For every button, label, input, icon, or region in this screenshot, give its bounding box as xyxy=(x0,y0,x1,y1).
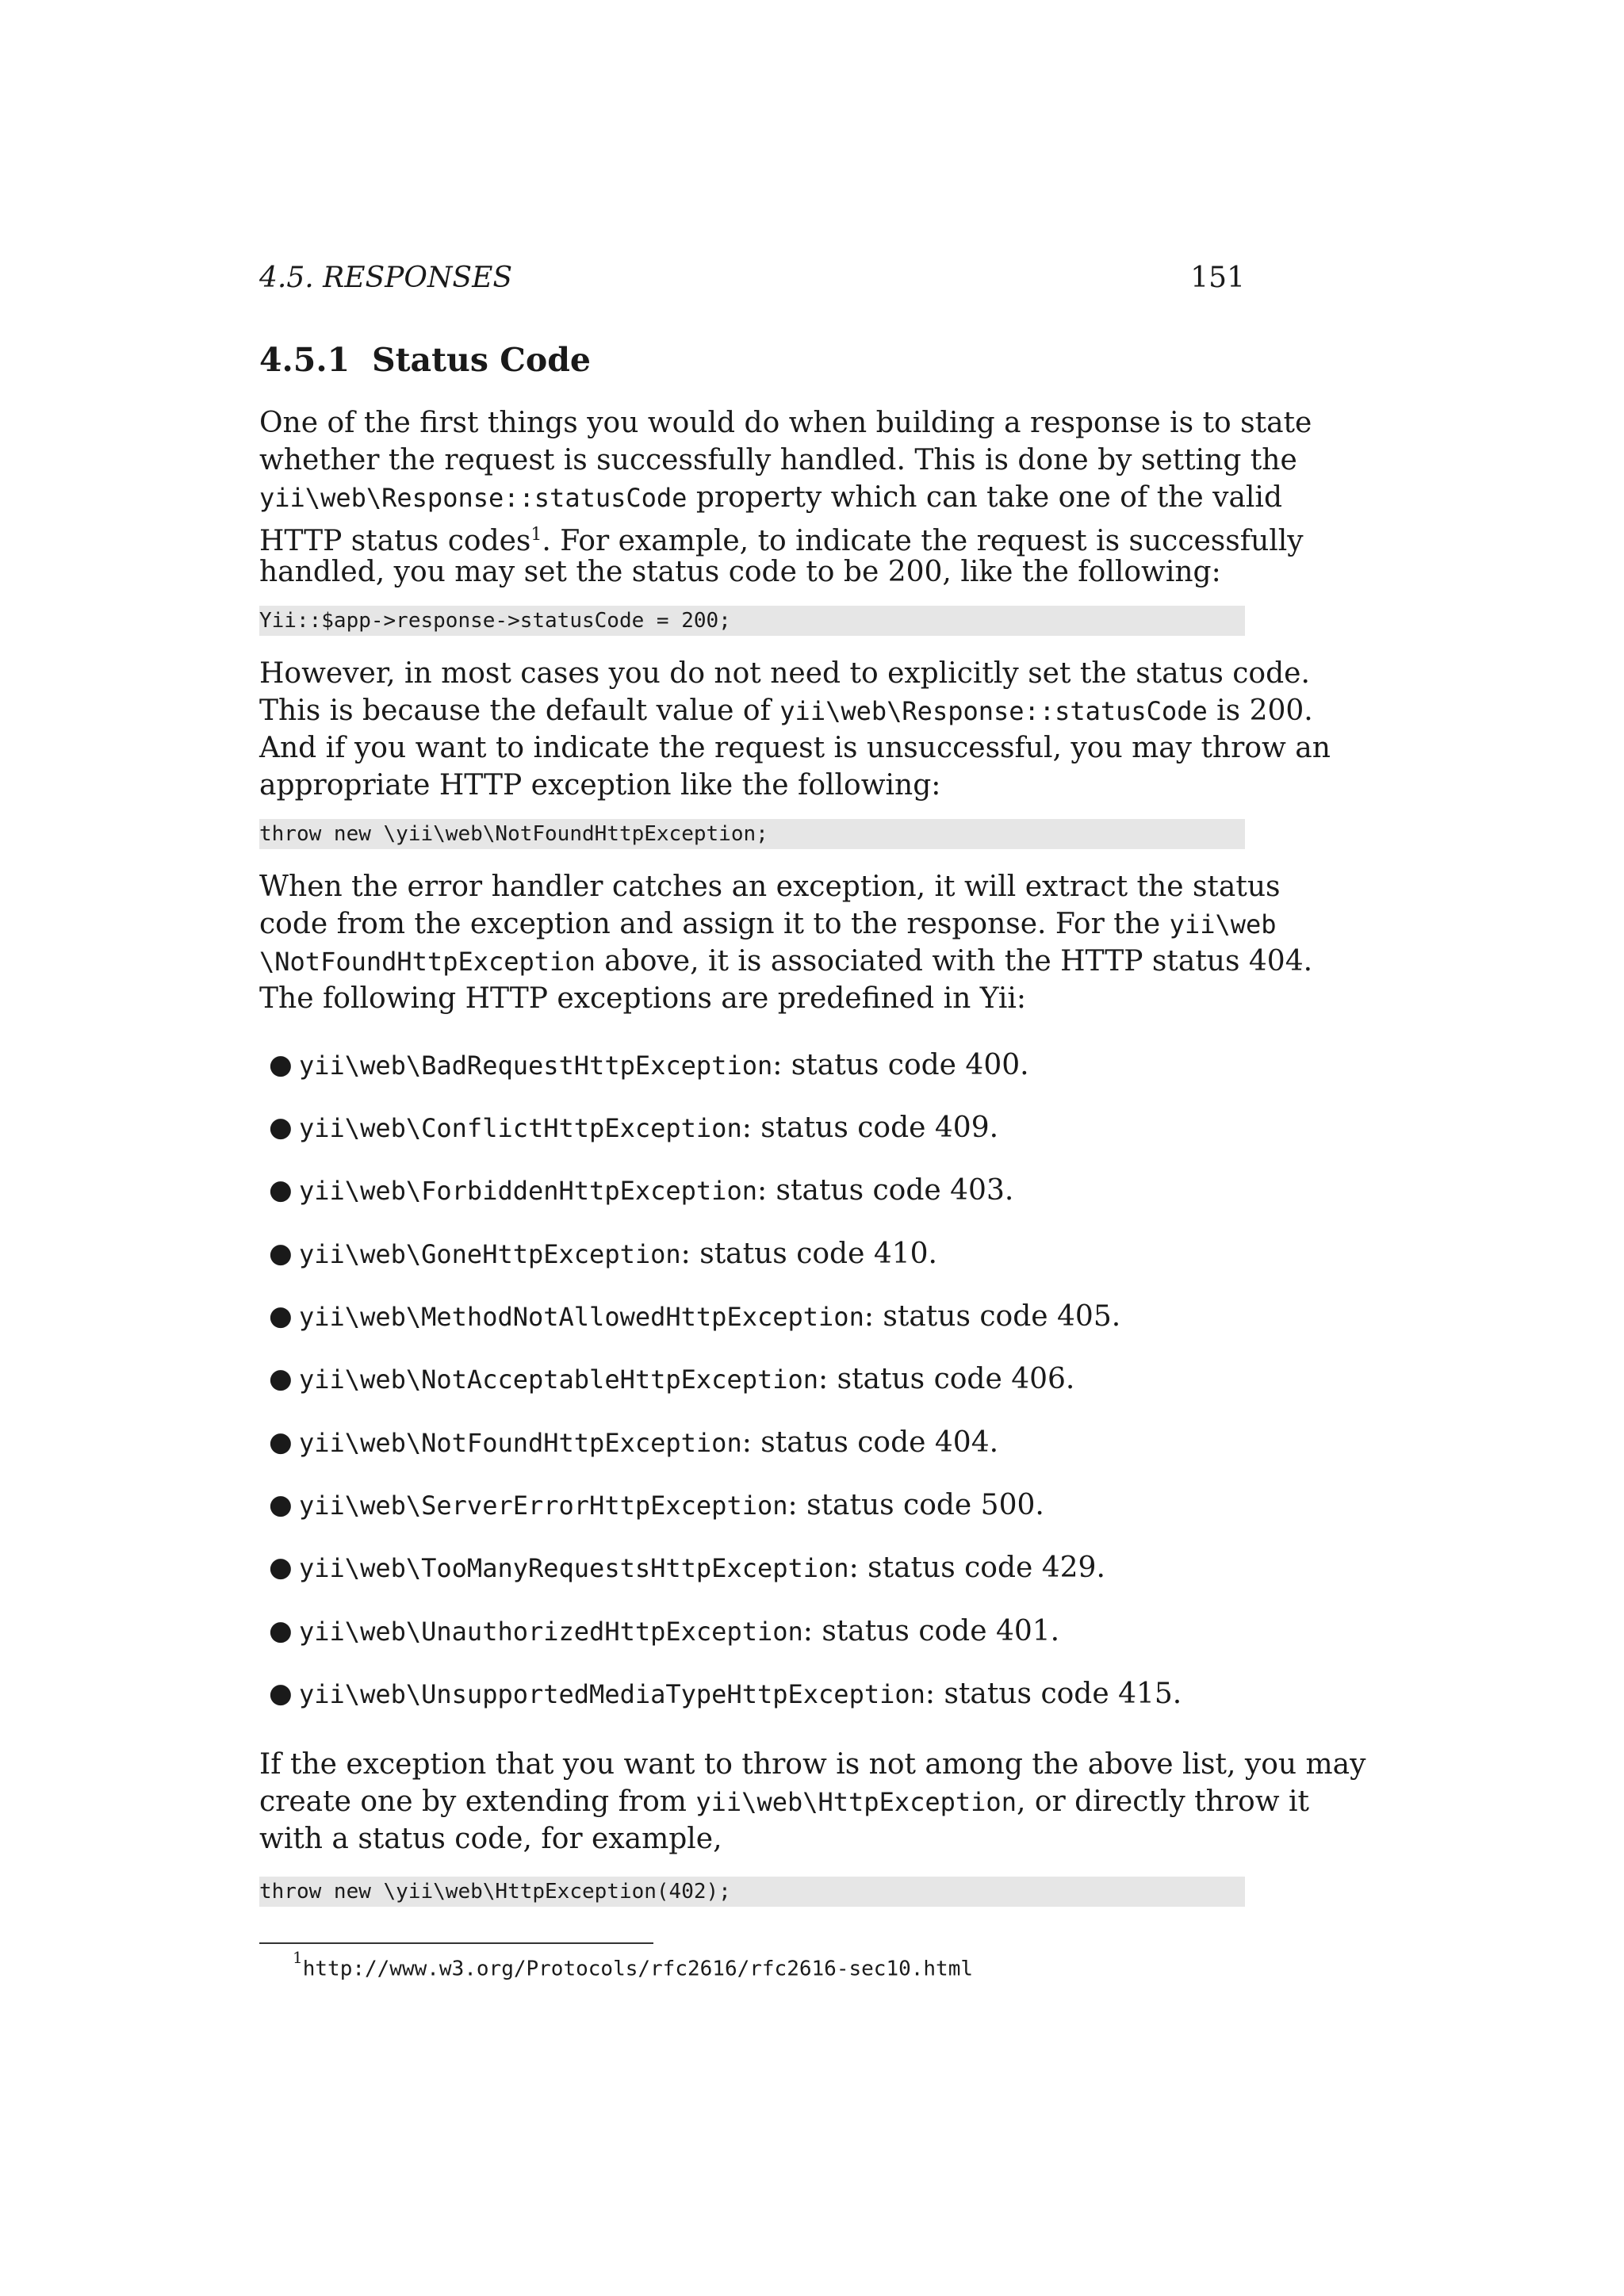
exception-class: yii\web\MethodNotAllowedHttpException xyxy=(299,1302,864,1332)
exception-desc: : status code 500. xyxy=(787,1489,1044,1521)
paragraph-line: And if you want to indicate the request is unsuccessful, you may throw an xyxy=(259,732,1331,764)
exception-desc: : status code 429. xyxy=(848,1552,1105,1584)
exception-desc: : status code 409. xyxy=(741,1112,999,1144)
inline-code: yii\web\Response::statusCode xyxy=(779,696,1208,726)
exception-class: yii\web\UnauthorizedHttpException xyxy=(299,1617,803,1647)
list-item xyxy=(269,1235,937,1273)
paragraph-line: One of the first things you would do when building a response is to state xyxy=(259,407,1312,439)
bullet-icon: ● xyxy=(269,1300,293,1332)
running-header xyxy=(259,262,1245,301)
paragraph-line xyxy=(259,943,1313,980)
footnote-number: 1 xyxy=(293,1948,303,1967)
exception-desc: : status code 405. xyxy=(864,1300,1121,1333)
paragraph-line: If the exception that you want to throw is not among the above list, you may xyxy=(259,1748,1366,1781)
paragraph-line: whether the request is successfully handled. This is done by setting the xyxy=(259,444,1297,476)
section-heading xyxy=(259,341,591,379)
inline-code: yii\web xyxy=(1169,909,1277,939)
inline-code: yii\web\HttpException xyxy=(695,1787,1017,1817)
exception-class: yii\web\GoneHttpException xyxy=(299,1239,681,1269)
paragraph-text: property which can take one of the valid xyxy=(687,481,1282,514)
footnote-marker[interactable]: 1 xyxy=(530,525,542,545)
code-block-2: throw new \yii\web\NotFoundHttpException; xyxy=(259,819,1245,849)
bullet-icon: ● xyxy=(269,1238,293,1269)
list-item xyxy=(269,1047,1029,1085)
paragraph-line: However, in most cases you do not need to explicitly set the status code. xyxy=(259,657,1310,690)
exception-desc: : status code 415. xyxy=(925,1678,1182,1710)
exception-class: yii\web\UnsupportedMediaTypeHttpException xyxy=(299,1679,925,1709)
list-item xyxy=(269,1549,1105,1587)
bullet-icon: ● xyxy=(269,1552,293,1583)
exception-class: yii\web\NotAcceptableHttpException xyxy=(299,1364,819,1395)
bullet-icon: ● xyxy=(269,1678,293,1709)
list-item xyxy=(269,1675,1182,1713)
inline-code: yii\web\Response::statusCode xyxy=(259,483,688,513)
paragraph-line: When the error handler catches an exception, it will extract the status xyxy=(259,871,1281,903)
exception-desc: : status code 404. xyxy=(741,1426,999,1459)
paragraph-4 xyxy=(259,1746,1366,1858)
paragraph-text: above, it is associated with the HTTP status 404. xyxy=(595,945,1313,978)
exception-class: yii\web\ServerErrorHttpException xyxy=(299,1490,788,1521)
paragraph-line: appropriate HTTP exception like the following: xyxy=(259,769,941,802)
list-item xyxy=(269,1172,1014,1210)
list-item xyxy=(269,1613,1060,1651)
bullet-icon: ● xyxy=(269,1112,293,1143)
list-item xyxy=(269,1487,1044,1525)
paragraph-line xyxy=(259,905,1277,943)
exception-desc: : status code 401. xyxy=(802,1615,1060,1647)
paragraph-line: with a status code, for example, xyxy=(259,1823,722,1855)
paragraph-line: handled, you may set the status code to be 200, like the following: xyxy=(259,556,1221,588)
heading-title: Status Code xyxy=(372,341,591,379)
footnote xyxy=(293,1948,974,1981)
paragraph-text: code from the exception and assign it to the response. For the xyxy=(259,908,1170,940)
paragraph-3 xyxy=(259,868,1313,1017)
paragraph-text: HTTP status codes xyxy=(259,525,531,557)
exception-class: yii\web\TooManyRequestsHttpException xyxy=(299,1553,849,1583)
bullet-icon: ● xyxy=(269,1426,293,1458)
exception-class: yii\web\NotFoundHttpException xyxy=(299,1428,742,1458)
paragraph-line xyxy=(259,1783,1309,1820)
bullet-icon: ● xyxy=(269,1363,293,1395)
paragraph-text: . For example, to indicate the request is successfully xyxy=(542,525,1304,557)
exception-desc: : status code 410. xyxy=(680,1238,937,1270)
paragraph-line: The following HTTP exceptions are predefined in Yii: xyxy=(259,982,1027,1015)
footnote-rule xyxy=(259,1942,653,1944)
exception-desc: : status code 406. xyxy=(818,1363,1075,1395)
exception-class: yii\web\BadRequestHttpException xyxy=(299,1050,773,1081)
paragraph-line xyxy=(259,692,1313,729)
inline-code: \NotFoundHttpException xyxy=(259,947,596,977)
bullet-icon: ● xyxy=(269,1174,293,1206)
bullet-icon: ● xyxy=(269,1049,293,1081)
paragraph-text: create one by extending from xyxy=(259,1785,696,1818)
section-header: 4.5. RESPONSES xyxy=(259,262,513,294)
paragraph-text: , or directly throw it xyxy=(1016,1785,1309,1818)
page-number: 151 xyxy=(1190,262,1245,294)
bullet-icon: ● xyxy=(269,1615,293,1647)
exception-desc: : status code 403. xyxy=(756,1174,1014,1207)
bullet-icon: ● xyxy=(269,1489,293,1521)
footnote-link[interactable]: http://www.w3.org/Protocols/rfc2616/rfc2616-sec10.html xyxy=(302,1957,974,1981)
list-item xyxy=(269,1360,1075,1399)
exception-desc: : status code 400. xyxy=(772,1049,1029,1081)
paragraph-line xyxy=(259,516,1304,557)
list-item xyxy=(269,1424,999,1462)
paragraph-1 xyxy=(259,404,1312,591)
list-item xyxy=(269,1109,999,1147)
list-item xyxy=(269,1298,1121,1336)
paragraph-line xyxy=(259,479,1282,516)
code-block-1: Yii::$app->response->statusCode = 200; xyxy=(259,606,1245,636)
heading-number: 4.5.1 xyxy=(259,341,350,379)
paragraph-text: This is because the default value of xyxy=(259,695,780,727)
exception-class: yii\web\ForbiddenHttpException xyxy=(299,1176,757,1206)
exception-class: yii\web\ConflictHttpException xyxy=(299,1113,742,1143)
paragraph-2 xyxy=(259,655,1331,804)
code-block-3: throw new \yii\web\HttpException(402); xyxy=(259,1877,1245,1907)
paragraph-text: is 200. xyxy=(1207,695,1313,727)
